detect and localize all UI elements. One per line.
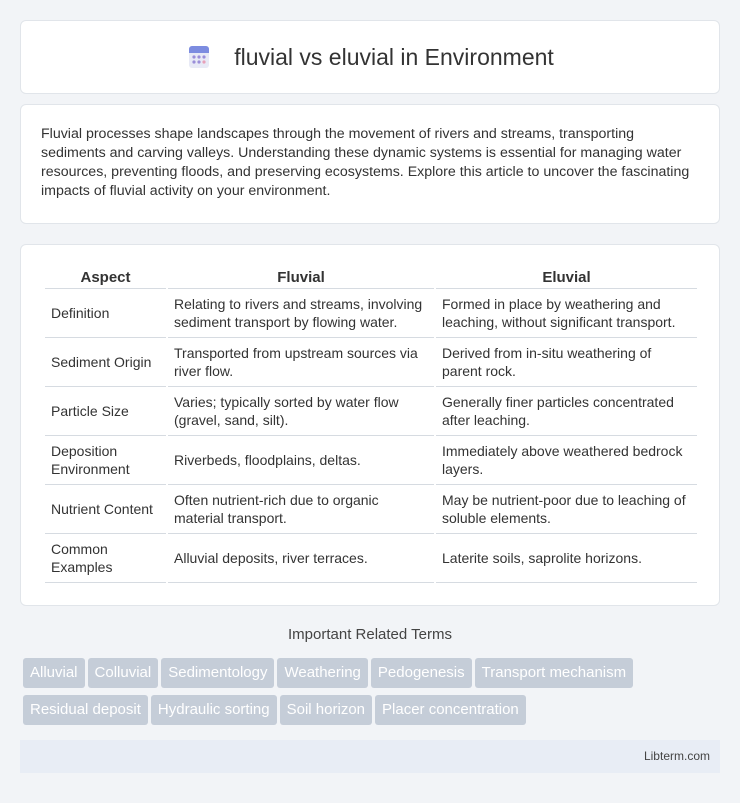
table-row bbox=[45, 338, 697, 387]
tag-residual-deposit[interactable]: Residual deposit bbox=[23, 695, 148, 725]
cell-eluvial: May be nutrient-poor due to leaching of soluble elements. bbox=[436, 485, 697, 534]
table-row bbox=[45, 485, 697, 534]
tag-alluvial[interactable]: Alluvial bbox=[23, 658, 85, 688]
tag-transport-mechanism[interactable]: Transport mechanism bbox=[475, 658, 634, 688]
table-row bbox=[45, 387, 697, 436]
intro-card bbox=[20, 104, 720, 224]
header-fluvial: Fluvial bbox=[168, 264, 434, 289]
tag-pedogenesis[interactable]: Pedogenesis bbox=[371, 658, 472, 688]
tag-placer-concentration[interactable]: Placer concentration bbox=[375, 695, 526, 725]
table-row bbox=[45, 289, 697, 338]
cell-fluvial: Riverbeds, floodplains, deltas. bbox=[168, 436, 434, 485]
header-aspect: Aspect bbox=[45, 264, 166, 289]
tag-hydraulic-sorting[interactable]: Hydraulic sorting bbox=[151, 695, 277, 725]
cell-aspect: Definition bbox=[45, 289, 166, 338]
calculator-icon bbox=[186, 44, 212, 70]
cell-aspect: Particle Size bbox=[45, 387, 166, 436]
header-eluvial: Eluvial bbox=[436, 264, 697, 289]
page-title: fluvial vs eluvial in Environment bbox=[234, 43, 554, 70]
footer bbox=[20, 740, 720, 773]
cell-aspect: Sediment Origin bbox=[45, 338, 166, 387]
table-header-row bbox=[45, 264, 697, 289]
cell-fluvial: Relating to rivers and streams, involving sediment transport by flowing water. bbox=[168, 289, 434, 338]
cell-fluvial: Transported from upstream sources via river flow. bbox=[168, 338, 434, 387]
cell-aspect: Deposition Environment bbox=[45, 436, 166, 485]
tag-weathering[interactable]: Weathering bbox=[277, 658, 367, 688]
tag-sedimentology[interactable]: Sedimentology bbox=[161, 658, 274, 688]
cell-eluvial: Laterite soils, saprolite horizons. bbox=[436, 534, 697, 583]
cell-eluvial: Immediately above weathered bedrock layers. bbox=[436, 436, 697, 485]
cell-fluvial: Varies; typically sorted by water flow (gravel, sand, silt). bbox=[168, 387, 434, 436]
cell-fluvial: Often nutrient-rich due to organic material transport. bbox=[168, 485, 434, 534]
cell-aspect: Common Examples bbox=[45, 534, 166, 583]
table-row bbox=[45, 436, 697, 485]
cell-eluvial: Derived from in-situ weathering of parent rock. bbox=[436, 338, 697, 387]
related-terms-list bbox=[23, 658, 723, 732]
cell-aspect: Nutrient Content bbox=[45, 485, 166, 534]
comparison-card bbox=[20, 244, 720, 606]
tag-soil-horizon[interactable]: Soil horizon bbox=[280, 695, 372, 725]
cell-fluvial: Alluvial deposits, river terraces. bbox=[168, 534, 434, 583]
comparison-table bbox=[43, 264, 699, 583]
footer-site-link[interactable]: Libterm.com bbox=[643, 749, 710, 763]
table-row bbox=[45, 534, 697, 583]
tag-colluvial[interactable]: Colluvial bbox=[88, 658, 159, 688]
intro-text: Fluvial processes shape landscapes through the movement of rivers and streams, transporting sediments and carving valleys. Understanding these dynamic systems is essential for managing water resources, preventing floods, and preserving ecosystems. Explore this article to uncover the fascinating impacts of fluvial activity on your environment. bbox=[41, 126, 690, 199]
cell-eluvial: Formed in place by weathering and leaching, without significant transport. bbox=[436, 289, 697, 338]
header-card bbox=[20, 20, 720, 94]
related-terms-title: Important Related Terms bbox=[288, 626, 452, 643]
cell-eluvial: Generally finer particles concentrated after leaching. bbox=[436, 387, 697, 436]
